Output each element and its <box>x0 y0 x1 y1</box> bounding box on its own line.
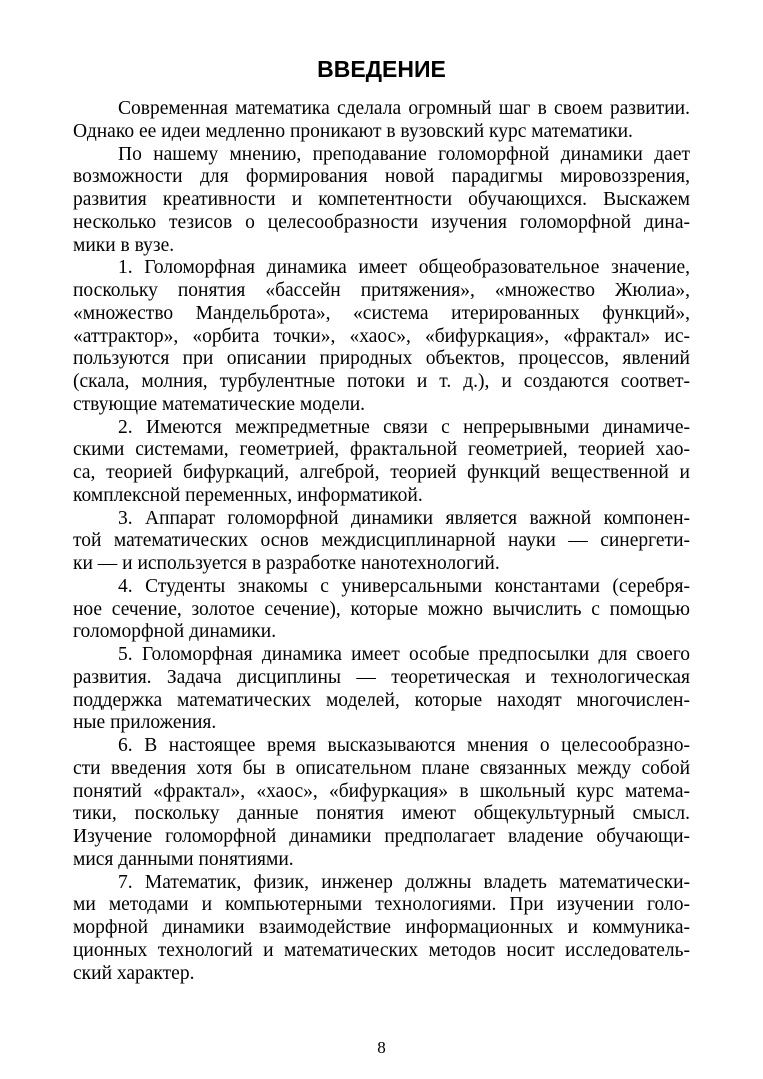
text-line: поддержка математических моделей, которые находят многочислен- <box>73 689 690 711</box>
text-line: 2. Имеются межпредметные связи с непрерывными динамиче- <box>118 416 690 438</box>
text-line: 5. Голоморфная динамика имеет особые предпосылки для своего <box>118 644 690 665</box>
text-line: 6. В настоящее время высказываются мнения о целесообразно- <box>118 735 690 756</box>
paragraph <box>73 508 690 576</box>
text-line: возможности для формирования новой парадигмы мировоззрения, <box>73 166 690 188</box>
text-line: развития. Задача дисциплины — теоретическая и технологическая <box>73 666 690 688</box>
text-line: голоморфной динамики. <box>73 621 277 643</box>
text-line: ский характер. <box>73 962 195 984</box>
text-line: тики, поскольку данные понятия имеют общекультурный смысл. <box>73 803 690 825</box>
text-line: са, теорией бифуркаций, алгеброй, теорией функций вещественной и <box>73 462 690 483</box>
body-text <box>73 98 690 985</box>
text-line: Однако ее идеи медленно проникают в вузовский курс математики. <box>73 120 633 142</box>
text-line: 1. Голоморфная динамика имеет общеобразовательное значение, <box>118 257 690 279</box>
text-line: ционных технологий и математических методов носит исследователь- <box>73 939 690 961</box>
text-line: той математических основ междисциплинарной науки — синергети- <box>73 530 690 552</box>
paragraph <box>73 872 690 986</box>
text-line: ные приложения. <box>73 712 217 734</box>
text-line: мики в вузе. <box>73 234 175 256</box>
text-line: ное сечение, золотое сечение), которые можно вычислить с помощью <box>73 598 690 620</box>
paragraph <box>73 576 690 644</box>
page-number: 8 <box>377 1038 386 1057</box>
text-line: понятий «фрактал», «хаос», «бифуркация» в школьный курс матема- <box>73 780 690 802</box>
text-line: «множество Мандельброта», «система итерированных функций», <box>73 302 690 324</box>
text-line: (скала, молния, турбулентные потоки и т. д.), и создаются соответ- <box>73 371 690 392</box>
text-line: По нашему мнению, преподавание голоморфной динамики дает <box>118 143 690 165</box>
text-line: «аттрактор», «орбита точки», «хаос», «бифуркация», «фрактал» ис- <box>73 325 690 347</box>
paragraph <box>73 98 690 144</box>
paragraph <box>73 417 690 508</box>
text-line: ки — и используется в разработке нанотехнологий. <box>73 553 500 574</box>
page-title: ВВЕДЕНИЕ <box>317 56 446 82</box>
text-line: мися данными понятиями. <box>73 848 294 870</box>
paragraph <box>73 735 690 872</box>
text-line: пользуются при описании природных объектов, процессов, явлений <box>73 348 690 370</box>
text-line: развития креативности и компетентности обучающихся. Выскажем <box>73 189 690 210</box>
text-line: Изучение голоморфной динамики предполагает владение обучающи- <box>73 826 690 847</box>
text-line: комплексной переменных, информатикой. <box>73 484 423 506</box>
text-line: ми методами и компьютерными технологиями. При изучении голо- <box>73 894 690 916</box>
text-line: Современная математика сделала огромный шаг в своем развитии. <box>118 98 690 119</box>
text-line: несколько тезисов о целесообразности изучения голоморфной дина- <box>73 211 690 233</box>
text-line: скими системами, геометрией, фрактальной геометрией, теорией хао- <box>73 439 690 461</box>
text-line: сти введения хотя бы в описательном плане связанных между собой <box>73 757 690 779</box>
text-line: 4. Студенты знакомы с универсальными константами (серебря- <box>118 575 690 597</box>
text-line: морфной динамики взаимодействие информационных и коммуника- <box>73 917 690 938</box>
paragraph <box>73 257 690 416</box>
text-line: 7. Математик, физик, инженер должны владеть математически- <box>118 871 690 893</box>
text-line: 3. Аппарат голоморфной динамики является важной компонен- <box>118 507 690 529</box>
paragraph <box>73 644 690 735</box>
text-line: ствующие математические модели. <box>73 393 366 415</box>
paragraph <box>73 144 690 258</box>
text-line: поскольку понятия «бассейн притяжения», «множество Жюлиа», <box>73 280 690 301</box>
